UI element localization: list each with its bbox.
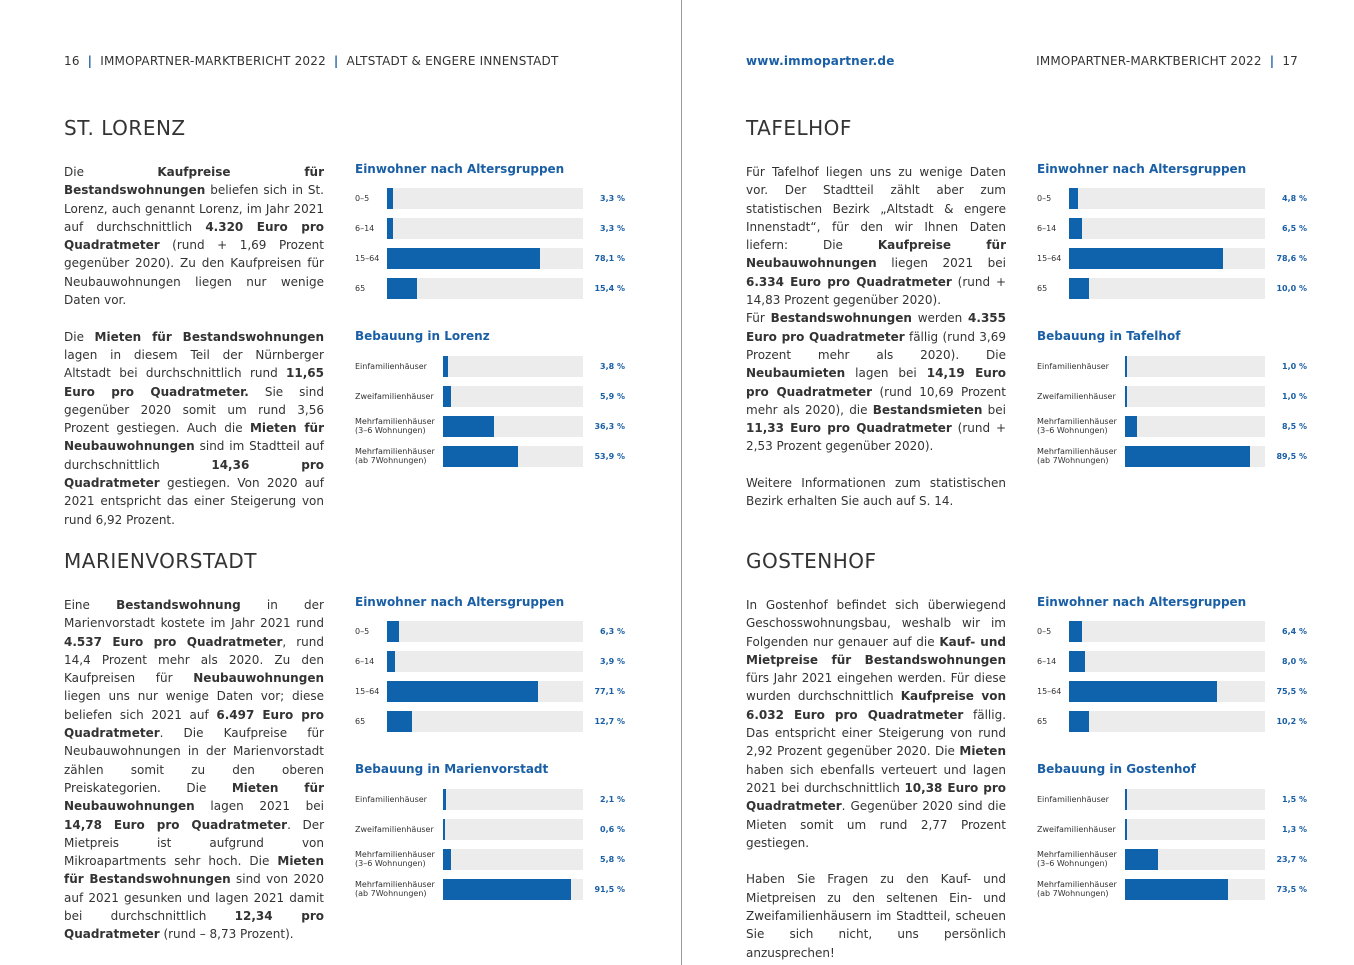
- emphasis-text: Mieten: [959, 744, 1006, 759]
- page-number: 17: [1282, 54, 1298, 68]
- bar-label-text: 6–14: [1037, 224, 1057, 233]
- bar-fill: [1069, 681, 1217, 702]
- emphasis-text: 11,33 Euro pro Quadratmeter: [746, 421, 952, 436]
- bar-row: [355, 849, 625, 870]
- body-text: liegen 2021 bei: [876, 256, 1006, 271]
- bar-row: [1037, 789, 1307, 810]
- emphasis-text: Bestandswohnung: [116, 598, 241, 612]
- bar-label-text: Einfamilienhäuser: [1037, 362, 1109, 371]
- bar-row: [355, 356, 625, 377]
- bar-track: [1069, 218, 1265, 239]
- bar-label-text: Zweifamilienhäuser: [1037, 825, 1116, 834]
- emphasis-text: 4.320 Euro pro Quadratmeter: [64, 219, 324, 253]
- bar-track: [1125, 819, 1265, 840]
- bar-label-text: 0–5: [355, 194, 370, 203]
- bar-track: [443, 356, 583, 377]
- chart-title: Einwohner nach Altersgruppen: [1037, 162, 1247, 176]
- emphasis-text: 12,34 pro Quadratmeter: [64, 909, 325, 942]
- bar-row: [355, 681, 625, 702]
- bar-label-text: 15–64: [1037, 687, 1062, 696]
- bar-row: [1037, 621, 1307, 642]
- bar-track: [387, 248, 583, 269]
- bar-label-text: 65: [1037, 717, 1048, 726]
- bar-fill: [387, 218, 393, 239]
- bar-value-label: 3,8 %: [600, 362, 625, 371]
- bar-track: [1069, 711, 1265, 732]
- bar-label: [355, 224, 374, 233]
- bar-label-text: Mehrfamilienhäuser: [1037, 850, 1117, 859]
- bar-fill: [387, 248, 540, 269]
- bar-fill: [1069, 621, 1082, 642]
- chart-title: Bebauung in Tafelhof: [1037, 329, 1181, 343]
- bar-value-label: 2,1 %: [600, 795, 625, 804]
- bar-label: [355, 417, 435, 435]
- bar-value-label: 78,6 %: [1276, 254, 1307, 263]
- bar-label-text: 15–64: [1037, 254, 1062, 263]
- bar-fill: [387, 681, 538, 702]
- bar-label: [355, 284, 365, 293]
- bar-value-label: 78,1 %: [594, 254, 625, 263]
- bar-value-label: 53,9 %: [594, 452, 625, 461]
- bar-track: [1125, 416, 1265, 437]
- body-text: Die: [64, 165, 158, 179]
- bar-fill: [443, 849, 451, 870]
- bar-row: [355, 711, 625, 732]
- header-separator: |: [1269, 54, 1275, 68]
- bar-fill: [1125, 446, 1250, 467]
- bar-row: [1037, 248, 1307, 269]
- section-paragraph: [64, 328, 324, 529]
- bar-label: [355, 880, 435, 898]
- bar-label-text: 6–14: [355, 657, 375, 666]
- bar-label: [355, 850, 435, 868]
- bar-value-label: 6,4 %: [1282, 627, 1307, 636]
- bar-track: [443, 789, 583, 810]
- bar-value-label: 3,3 %: [600, 194, 625, 203]
- bar-track: [387, 681, 583, 702]
- header-separator: |: [333, 54, 339, 68]
- bar-fill: [1125, 789, 1127, 810]
- bar-label-text: 0–5: [1037, 627, 1052, 636]
- bar-value-label: 15,4 %: [594, 284, 625, 293]
- body-text: Die: [64, 329, 95, 344]
- section-title: GOSTENHOF: [746, 549, 877, 573]
- section-text: [64, 596, 324, 944]
- section-paragraph: [746, 870, 1006, 961]
- bar-fill: [387, 278, 417, 299]
- bar-value-label: 10,0 %: [1276, 284, 1307, 293]
- bar-fill: [1125, 416, 1137, 437]
- body-text: werden: [911, 311, 969, 326]
- emphasis-text: Kaufpreise für Bestandswohnungen: [64, 165, 324, 198]
- bar-row: [355, 386, 625, 407]
- bar-fill: [387, 188, 393, 209]
- bar-label-text: 65: [355, 717, 366, 726]
- emphasis-text: 10,38 Euro pro Quadratmeter: [746, 780, 1006, 814]
- chart-title: Bebauung in Marienvorstadt: [355, 762, 549, 776]
- bar-row: [355, 819, 625, 840]
- bar-track: [1125, 386, 1265, 407]
- bar-track: [387, 188, 583, 209]
- bar-label: [1037, 627, 1051, 636]
- section-title: ST. LORENZ: [64, 116, 186, 140]
- bar-fill: [443, 356, 448, 377]
- bar-fill: [1125, 386, 1127, 407]
- bar-value-label: 6,3 %: [600, 627, 625, 636]
- body-text: haben sich ebenfalls verteuert und lagen 2021 bei durchschnittlich: [746, 762, 1006, 795]
- bar-label-text: Mehrfamilienhäuser: [355, 417, 435, 426]
- body-text: (rund + 2,53 Prozent gegenüber 2020).: [746, 421, 1006, 454]
- bar-track: [1069, 248, 1265, 269]
- bar-value-label: 3,9 %: [600, 657, 625, 666]
- bar-label: [355, 447, 435, 465]
- bar-track: [443, 879, 583, 900]
- bar-row: [355, 188, 625, 209]
- bar-label-text: 15–64: [355, 254, 380, 263]
- emphasis-text: 11,65 Euro pro Quadratmeter.: [64, 366, 324, 399]
- bar-fill: [387, 621, 399, 642]
- bar-label-text: Mehrfamilienhäuser: [1037, 880, 1117, 889]
- bar-label: [1037, 687, 1061, 696]
- bar-value-label: 5,8 %: [600, 855, 625, 864]
- bar-label: [355, 392, 434, 401]
- bar-value-label: 12,7 %: [594, 717, 625, 726]
- body-text: Für: [746, 311, 771, 326]
- bar-sublabel: (3–6 Wohnungen): [1037, 859, 1108, 868]
- emphasis-text: 4.537 Euro pro Quadratmeter: [64, 634, 283, 649]
- bar-row: [1037, 819, 1307, 840]
- bar-label: [355, 825, 434, 834]
- bar-label: [1037, 254, 1061, 263]
- body-text: Haben Sie Fragen zu den Kauf- und Mietpreisen zu den seltenen Ein- und Zweifamilienhäusern im Stadtteil, scheuen Sie sich nicht, uns persönlich anzusprechen!: [746, 872, 1006, 960]
- emphasis-text: Mieten für Bestandswohnungen: [64, 854, 324, 887]
- emphasis-text: 14,78 Euro pro Quadratmeter: [64, 817, 288, 832]
- bar-track: [443, 849, 583, 870]
- bar-row: [1037, 711, 1307, 732]
- bar-row: [1037, 416, 1307, 437]
- emphasis-text: 6.334 Euro pro Quadratmeter: [746, 274, 952, 289]
- bar-label-text: 6–14: [1037, 657, 1057, 666]
- emphasis-text: Kaufpreise für Neubauwohnungen: [746, 238, 1006, 271]
- section-title: TAFELHOF: [746, 116, 852, 140]
- emphasis-text: 14,19 Euro pro Quadratmeter: [746, 366, 1006, 399]
- bar-row: [1037, 849, 1307, 870]
- emphasis-text: Kauf- und Mietpreise für Bestandswohnungen: [746, 634, 1006, 667]
- bar-label-text: Zweifamilienhäuser: [1037, 392, 1116, 401]
- bar-value-label: 0,6 %: [600, 825, 625, 834]
- bar-track: [443, 446, 583, 467]
- bar-row: [355, 248, 625, 269]
- body-text: (rund 10,69 Prozent mehr als 2020), die: [746, 384, 1006, 417]
- bar-sublabel: (ab 7Wohnungen): [355, 456, 427, 465]
- bar-value-label: 10,2 %: [1276, 717, 1307, 726]
- bar-label: [355, 254, 379, 263]
- bar-fill: [443, 879, 571, 900]
- bar-row: [1037, 651, 1307, 672]
- bar-label: [1037, 392, 1116, 401]
- bar-track: [1125, 879, 1265, 900]
- bar-sublabel: (ab 7Wohnungen): [1037, 456, 1109, 465]
- body-text: liegen uns nur wenige Daten vor; diese beliefen sich 2021 auf: [64, 689, 324, 722]
- bar-label: [355, 362, 427, 371]
- bar-label-text: 15–64: [355, 687, 380, 696]
- body-text: bei: [982, 402, 1006, 417]
- bar-track: [1125, 789, 1265, 810]
- bar-label: [1037, 362, 1109, 371]
- chart-title: Bebauung in Lorenz: [355, 329, 490, 343]
- bar-value-label: 1,3 %: [1282, 825, 1307, 834]
- bar-fill: [443, 446, 518, 467]
- bar-label-text: 6–14: [355, 224, 375, 233]
- bar-label-text: Mehrfamilienhäuser: [355, 850, 435, 859]
- section-text: [746, 596, 1006, 962]
- body-text: lagen 2021 bei: [194, 799, 324, 814]
- bar-label-text: Zweifamilienhäuser: [355, 392, 434, 401]
- bar-value-label: 75,5 %: [1276, 687, 1307, 696]
- chapter-title: ALTSTADT & ENGERE INNENSTADT: [346, 54, 559, 68]
- body-text: . Der Mietpreis ist aufgrund von Mikroapartments sehr hoch. Die: [64, 817, 325, 869]
- body-text: gestiegen. Von 2020 auf 2021 entspricht das einer Steigerung von rund 6,92 Prozent.: [64, 476, 324, 527]
- bar-track: [387, 621, 583, 642]
- bar-track: [387, 218, 583, 239]
- bar-label-text: 0–5: [1037, 194, 1052, 203]
- bar-label: [1037, 717, 1047, 726]
- body-text: (rund + 14,83 Prozent gegenüber 2020).: [746, 274, 1006, 308]
- bar-row: [1037, 188, 1307, 209]
- bar-row: [1037, 681, 1307, 702]
- bar-row: [355, 651, 625, 672]
- bar-sublabel: (ab 7Wohnungen): [1037, 889, 1109, 898]
- right-page: [682, 0, 1354, 965]
- bar-row: [1037, 218, 1307, 239]
- bar-track: [1125, 446, 1265, 467]
- section-text: [746, 163, 1006, 511]
- bar-value-label: 1,0 %: [1282, 362, 1307, 371]
- body-text: sind im Stadtteil auf durchschnittlich: [64, 439, 324, 472]
- bar-fill: [443, 789, 446, 810]
- bar-track: [443, 416, 583, 437]
- bar-fill: [443, 386, 451, 407]
- section-paragraph: [746, 163, 1006, 309]
- bar-track: [387, 278, 583, 299]
- bar-label: [1037, 224, 1056, 233]
- bar-label: [355, 687, 379, 696]
- section-paragraph: [64, 596, 324, 944]
- bar-sublabel: (3–6 Wohnungen): [1037, 426, 1108, 435]
- emphasis-text: Mieten für Neubauwohnungen: [64, 780, 324, 814]
- bar-row: [1037, 446, 1307, 467]
- report-title: IMMOPARTNER-MARKTBERICHT 2022: [100, 54, 326, 68]
- bar-fill: [443, 819, 445, 840]
- bar-label-text: 65: [1037, 284, 1048, 293]
- body-text: Weitere Informationen zum statistischen Bezirk erhalten Sie auch auf S. 14.: [746, 476, 1006, 509]
- bar-label: [1037, 284, 1047, 293]
- report-title: IMMOPARTNER-MARKTBERICHT 2022: [1036, 54, 1262, 68]
- bar-label: [1037, 825, 1116, 834]
- bar-track: [1069, 278, 1265, 299]
- emphasis-text: Kaufpreise von 6.032 Euro pro Quadratmeter: [746, 689, 1006, 722]
- body-text: Für Tafelhof liegen uns zu wenige Daten vor. Der Stadtteil zählt aber zum statistischen Bezirk „Altstadt & engere Innenstadt“, für den wir Ihnen Daten liefern: Die: [746, 165, 1006, 253]
- bar-value-label: 36,3 %: [594, 422, 625, 431]
- bar-row: [355, 446, 625, 467]
- body-text: beliefen sich in St. Lorenz, auch genannt Lorenz, im Jahr 2021 auf durchschnittlich: [64, 183, 324, 234]
- bar-label-text: Mehrfamilienhäuser: [1037, 447, 1117, 456]
- bar-label-text: Mehrfamilienhäuser: [1037, 417, 1117, 426]
- bar-row: [355, 621, 625, 642]
- bar-row: [355, 218, 625, 239]
- emphasis-text: 14,36 pro Quadratmeter: [64, 457, 324, 491]
- bar-label-text: Mehrfamilienhäuser: [355, 447, 435, 456]
- emphasis-text: 4.355 Euro pro Quadratmeter: [746, 311, 1006, 344]
- bar-sublabel: (ab 7Wohnungen): [355, 889, 427, 898]
- bar-value-label: 6,5 %: [1282, 224, 1307, 233]
- bar-label-text: Einfamilienhäuser: [355, 795, 427, 804]
- bar-track: [387, 711, 583, 732]
- right-page-header: [1036, 54, 1298, 68]
- body-text: Eine: [64, 598, 117, 612]
- body-text: . Gegenüber 2020 sind die Mieten somit um rund 2,77 Prozent gestiegen.: [746, 799, 1006, 850]
- bar-fill: [1125, 356, 1127, 377]
- chart-title: Einwohner nach Altersgruppen: [355, 595, 565, 609]
- emphasis-text: Mieten für Bestandswohnungen: [94, 329, 324, 344]
- bar-row: [355, 789, 625, 810]
- section-title: MARIENVORSTADT: [64, 549, 257, 573]
- bar-label-text: Mehrfamilienhäuser: [355, 880, 435, 889]
- bar-fill: [1125, 819, 1127, 840]
- bar-label: [1037, 850, 1117, 868]
- bar-sublabel: (3–6 Wohnungen): [355, 426, 426, 435]
- bar-fill: [1069, 651, 1085, 672]
- body-text: fällig. Das entspricht einer Steigerung von rund 2,92 Prozent gegenüber 2020. Die: [746, 707, 1007, 759]
- chart-title: Einwohner nach Altersgruppen: [355, 162, 565, 176]
- bar-value-label: 1,5 %: [1282, 795, 1307, 804]
- bar-track: [1069, 621, 1265, 642]
- bar-value-label: 5,9 %: [600, 392, 625, 401]
- bar-label: [355, 194, 369, 203]
- body-text: (rund – 8,73 Prozent).: [159, 927, 294, 942]
- bar-row: [1037, 386, 1307, 407]
- bar-value-label: 77,1 %: [594, 687, 625, 696]
- body-text: in der Marienvorstadt kostete im Jahr 2021 rund: [64, 598, 324, 631]
- bar-value-label: 91,5 %: [594, 885, 625, 894]
- body-text: In Gostenhof befindet sich überwiegend Geschosswohnungsbau, weshalb wir im Folgenden nur genauer auf die: [746, 598, 1006, 649]
- bar-label-text: Einfamilienhäuser: [355, 362, 427, 371]
- bar-label-text: 65: [355, 284, 366, 293]
- bar-track: [1125, 849, 1265, 870]
- bar-value-label: 8,5 %: [1282, 422, 1307, 431]
- bar-sublabel: (3–6 Wohnungen): [355, 859, 426, 868]
- bar-label: [355, 717, 365, 726]
- section-paragraph: [64, 163, 324, 309]
- bar-label: [355, 627, 369, 636]
- bar-track: [1125, 356, 1265, 377]
- bar-track: [1069, 681, 1265, 702]
- bar-fill: [1069, 188, 1078, 209]
- bar-value-label: 89,5 %: [1276, 452, 1307, 461]
- section-text: [64, 163, 324, 529]
- section-paragraph: [746, 309, 1006, 455]
- bar-row: [355, 879, 625, 900]
- bar-label: [1037, 194, 1051, 203]
- body-text: sind von 2020 auf 2021 gesunken und lagen 2021 damit bei durchschnittlich: [64, 872, 324, 924]
- bar-fill: [1125, 879, 1228, 900]
- bar-label-text: Zweifamilienhäuser: [355, 825, 434, 834]
- bar-track: [443, 386, 583, 407]
- emphasis-text: Bestandswohnungen: [770, 311, 912, 326]
- bar-label: [355, 795, 427, 804]
- body-text: fällig (rund 3,69 Prozent mehr als 2020). Die: [746, 329, 1006, 362]
- bar-label-text: Einfamilienhäuser: [1037, 795, 1109, 804]
- bar-value-label: 23,7 %: [1276, 855, 1307, 864]
- bar-row: [1037, 356, 1307, 377]
- body-text: lagen bei: [845, 366, 927, 381]
- emphasis-text: Mieten für Neubauwohnungen: [64, 421, 324, 454]
- bar-label: [1037, 447, 1117, 465]
- bar-label: [1037, 657, 1056, 666]
- bar-track: [1069, 188, 1265, 209]
- bar-label: [1037, 795, 1109, 804]
- bar-row: [355, 416, 625, 437]
- emphasis-text: Neubaumieten: [746, 366, 846, 381]
- bar-value-label: 3,3 %: [600, 224, 625, 233]
- page-number: 16: [64, 54, 80, 68]
- bar-fill: [1069, 218, 1082, 239]
- emphasis-text: 6.497 Euro pro Quadratmeter: [64, 707, 324, 741]
- left-page-header: [64, 54, 559, 68]
- body-text: , rund 14,4 Prozent mehr als 2020. Zu den Kaufpreisen für: [64, 634, 325, 686]
- bar-fill: [1069, 278, 1089, 299]
- bar-fill: [1069, 248, 1223, 269]
- bar-fill: [387, 711, 412, 732]
- bar-value-label: 1,0 %: [1282, 392, 1307, 401]
- section-paragraph: [746, 474, 1006, 511]
- bar-row: [355, 278, 625, 299]
- chart-title: Einwohner nach Altersgruppen: [1037, 595, 1247, 609]
- body-text: Sie sind gegenüber 2020 somit um rund 3,56 Prozent gestiegen. Auch die: [64, 384, 324, 436]
- website-link-wrap: [746, 54, 895, 68]
- bar-track: [443, 819, 583, 840]
- bar-fill: [1125, 849, 1158, 870]
- body-text: (rund + 1,69 Prozent gegenüber 2020). Zu den Kaufpreisen für Neubauwohnungen liegen nur wenige Daten vor.: [64, 238, 324, 308]
- bar-label: [1037, 880, 1117, 898]
- bar-value-label: 4,8 %: [1282, 194, 1307, 203]
- bar-value-label: 73,5 %: [1276, 885, 1307, 894]
- header-separator: |: [87, 54, 93, 68]
- bar-track: [387, 651, 583, 672]
- bar-fill: [387, 651, 395, 672]
- emphasis-text: Bestandsmieten: [872, 402, 983, 417]
- bar-label-text: 0–5: [355, 627, 370, 636]
- bar-row: [1037, 278, 1307, 299]
- bar-fill: [443, 416, 494, 437]
- body-text: . Die Kaufpreise für Neubauwohnungen in der Marienvorstadt zählen somit zu den oberen Preiskategorien. Die: [64, 726, 324, 795]
- bar-label: [1037, 417, 1117, 435]
- bar-row: [1037, 879, 1307, 900]
- emphasis-text: Neubauwohnungen: [193, 671, 324, 686]
- body-text: fürs Jahr 2021 eingehen werden. Für diese wurden durchschnittlich: [746, 671, 1006, 704]
- section-paragraph: [746, 596, 1006, 852]
- bar-fill: [1069, 711, 1089, 732]
- body-text: lagen in diesem Teil der Nürnberger Altstadt bei durchschnittlich rund: [64, 347, 324, 381]
- bar-label: [355, 657, 374, 666]
- chart-title: Bebauung in Gostenhof: [1037, 762, 1196, 776]
- bar-value-label: 8,0 %: [1282, 657, 1307, 666]
- bar-track: [1069, 651, 1265, 672]
- website-link[interactable]: www.immopartner.de: [746, 54, 895, 68]
